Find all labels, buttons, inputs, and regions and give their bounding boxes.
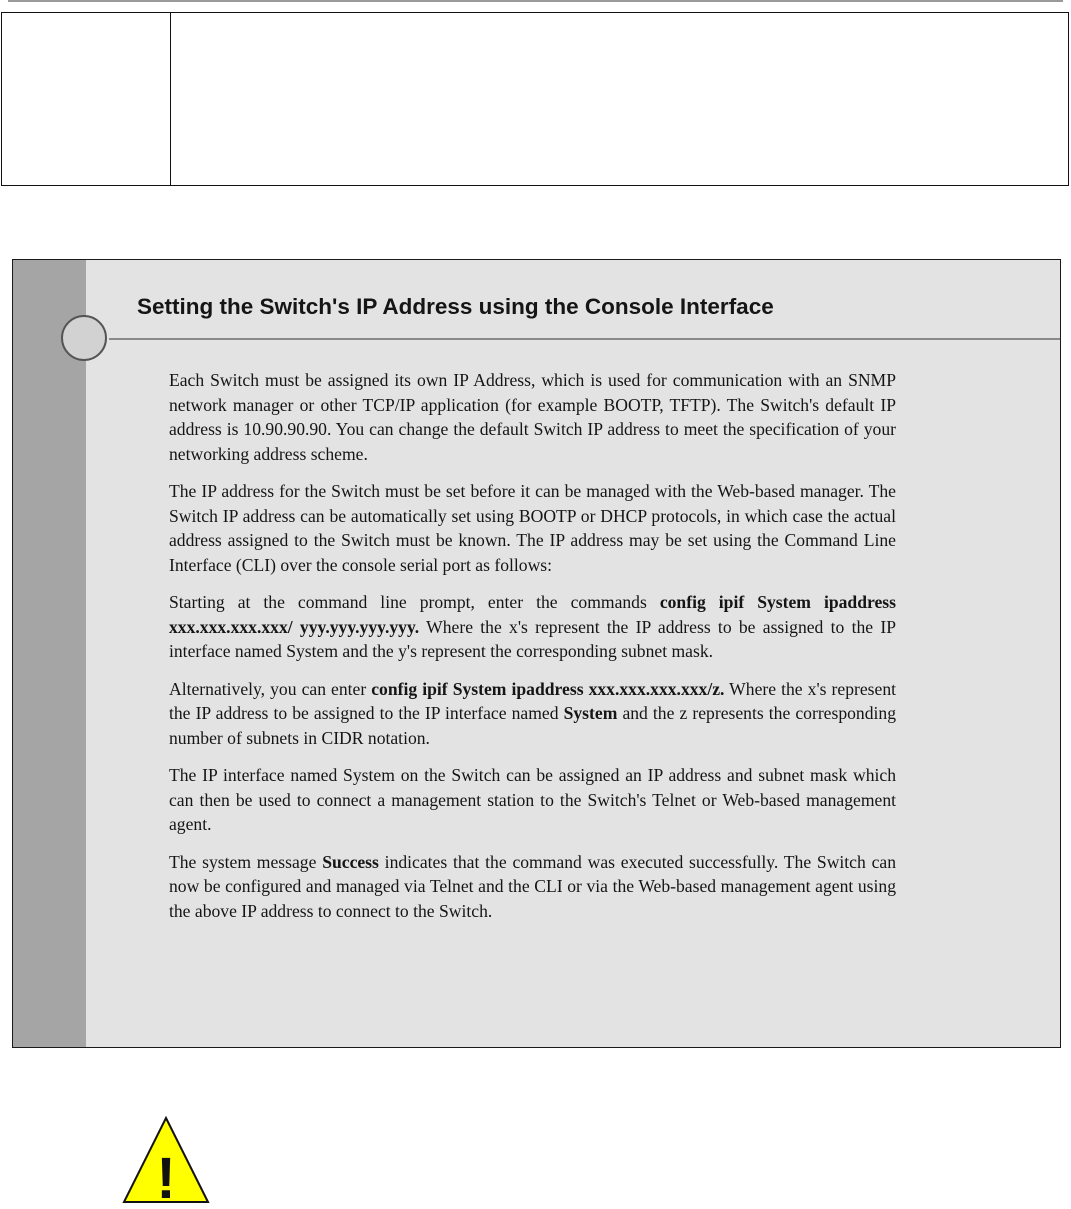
warning-icon (122, 1116, 210, 1204)
panel-title-rule (109, 338, 1061, 340)
warning-glyph: ! (156, 1146, 176, 1204)
text: Alternatively, you can enter (169, 678, 372, 699)
panel-title: Setting the Switch's IP Address using the Console Interface (137, 294, 774, 319)
text: Where the x's represent the IP address to be assigned to the IP interface named (169, 678, 896, 723)
paragraph-success-message (169, 850, 896, 924)
text: Where the x's represent the IP address to be assigned to the IP interface named System and the y's represent the corresponding subnet mask. (169, 616, 896, 661)
note-table (1, 12, 1069, 186)
command-text: config ipif System ipaddress xxx.xxx.xxx.xxx/ yyy.yyy.yyy.yyy. (169, 592, 896, 637)
text: and the z represents the corresponding number of subnets in CIDR notation. (169, 703, 896, 748)
paragraph-ip-assignment: Each Switch must be assigned its own IP Address, which is used for communication with an SNMP network manager or other TCP/IP application (for example BOOTP, TFTP). The Switch's default IP address is 10.90.90.90. You can change the default Switch IP address to meet the specification of your networking address scheme. (169, 370, 896, 464)
text: The system message (169, 851, 323, 872)
interface-name: System (563, 703, 618, 723)
warning-triangle-icon (122, 1116, 210, 1204)
success-text: Success (322, 851, 379, 872)
header-rule (8, 0, 1063, 2)
panel-circle-bullet (61, 315, 107, 361)
text: indicates that the command was executed successfully. The Switch can now be configured and managed via Telnet and the CLI or via the Web-based management agent using the above IP address to connect to the Switch. (169, 851, 896, 921)
note-table-content-cell (171, 13, 1068, 185)
paragraph-config-command (169, 590, 896, 664)
text: Starting at the command line prompt, enter the commands (169, 592, 660, 612)
paragraph-web-manager: The IP address for the Switch must be set before it can be managed with the Web-based manager. The Switch IP address can be automatically set using BOOTP or DHCP protocols, in which case the actual address assigned to the Switch must be known. The IP address may be set using the Command Line Interface (CLI) over the console serial port as follows: (169, 481, 896, 575)
paragraph-cidr-command (169, 677, 896, 751)
panel-side-strip (13, 260, 86, 1047)
note-table-label-cell (2, 13, 171, 185)
paragraph-system-interface: The IP interface named System on the Switch can be assigned an IP address and subnet mask which can then be used to connect a management station to the Switch's Telnet or Web-based management agent. (169, 765, 896, 834)
panel-body (169, 368, 896, 936)
command-text: config ipif System ipaddress xxx.xxx.xxx.xxx/z. (371, 678, 725, 699)
info-panel (12, 259, 1061, 1048)
